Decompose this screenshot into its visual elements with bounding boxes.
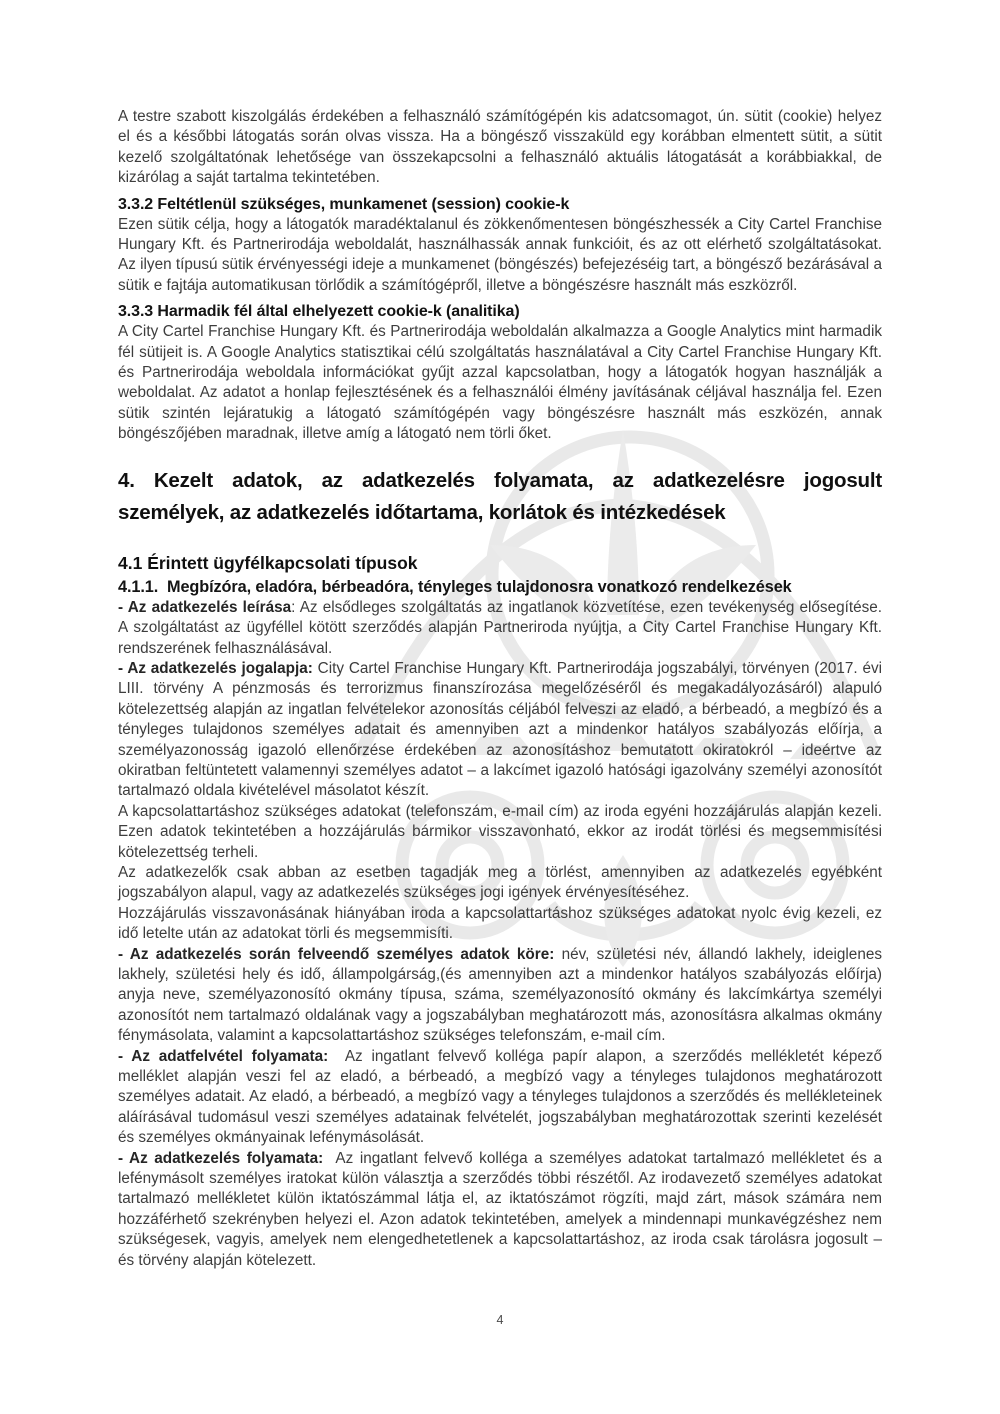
bold-lead-personal-data-scope: - Az adatkezelés során felveendő személyes adatok köre:	[118, 945, 555, 963]
bold-lead-data-recording-process: - Az adatfelvétel folyamata:	[118, 1047, 329, 1065]
paragraph-data-processing-description	[118, 598, 882, 659]
heading-4-1-client-relation-types: 4.1 Érintett ügyfélkapcsolati típusok	[118, 552, 418, 573]
page-number: 4	[496, 1313, 504, 1327]
bold-lead-data-handling-process: - Az adatkezelés folyamata:	[118, 1149, 324, 1167]
heading-section-4-title: 4. Kezelt adatok, az adatkezelés folyamata, az adatkezelésre jogosult személyek, az adatkezelés időtartama, korlátok és intézkedések	[118, 468, 882, 524]
paragraph-text: : Az elsődleges szolgáltatás az ingatlanok közvetítése, ezen tevékenység elősegítése. A szolgáltatást az ügyféllel kötött szerződés alapján Partneriroda nyújtja, a City Cartel Franchise Hungary Kft. rendszerének felhasználásával.	[118, 598, 882, 657]
paragraph-cookie-intro: A testre szabott kiszolgálás érdekében a felhasználó számítógépén kis adatcsomagot, ún. sütit (cookie) helyez el és a későbbi látogatás során olvas vissza. Ha a böngésző visszaküld egy korábban elmentett sütit, a sütit kezelő szolgáltatónak lehetősége van összekapcsolni a felhasználó aktuális látogatását a korábbiakkal, de kizárólag a saját tartalma tekintetében.	[118, 108, 882, 187]
paragraph-text: City Cartel Franchise Hungary Kft. Partnerirodája jogszabályi, törvényen (2017. évi LIII. törvény A pénzmosás és terrorizmus finanszírozása megelőzéséről és megakadályozásáról) alapuló kötelezettség alapján az ingatlan felvételekor azonosítás céljából felveszi az eladó, a bérbeadó, a megbízó és a tényleges tulajdonos személyes adatait és amennyiben azt a mindenkor hatályos szabályozás előírja, a személyazonosság igazoló ellenőrzése érdekében az azonosításhoz bemutatott okiratokról – ideértve az okiratban feltüntetett valamennyi személyes adatot – a lakcímet igazoló hatósági igazolvány személyi azonosítót tartalmazó oldala kivételével másolatot készít.	[118, 659, 882, 800]
paragraph-text: név, születési név, állandó lakhely, ideiglenes lakhely, születési hely és idő, állampolgárság,(és amennyiben azt a mindenkor hatályos szabályozás előírja) anyja neve, személyazonosító okmány típusa, száma, személyazonosító okmány és lakcímkártya személyi azonosítót nem tartalmazó oldalának vagy a jogszabályban meghatározott más, azonosításra alkalmas okmány fénymásolata, valamint a kapcsolattartáshoz szükséges telefonszám, e-mail cím.	[118, 945, 882, 1045]
heading-3-3-2-session-cookies: 3.3.2 Feltétlenül szükséges, munkamenet (session) cookie-k	[118, 195, 570, 213]
paragraph-data-handling-process	[118, 1149, 882, 1271]
paragraph-text: Az ingatlant felvevő kolléga papír alapon, a szerződés mellékletét képező melléklet alapján veszi fel az eladó, a bérbeadó, a megbízó vagy a tényleges tulajdonos meghatározott személyes adatait. Az eladó, a bérbeadó, a megbízó vagy a tényleges tulajdonos a szerződés és mellékleteinek aláírásával tudomásul veszi személyes adatainak felvételét, jogszabályban meghatározottak szerinti kezelését és személyes okmányainak lefénymásolását.	[118, 1047, 882, 1147]
paragraph-legal-basis	[118, 659, 882, 802]
paragraph-contact-data-consent: A kapcsolattartáshoz szükséges adatokat (telefonszám, e-mail cím) az iroda egyéni hozzájárulás alapján kezeli. Ezen adatok tekintetében a hozzájárulás bármikor visszavonható, ekkor az irodát törlési és megsemmisítési kötelezettség terheli.	[118, 802, 882, 861]
heading-4-1-1-provisions: 4.1.1. Megbízóra, eladóra, bérbeadóra, tényleges tulajdonosra vonatkozó rendelkezések	[118, 577, 792, 596]
paragraph-deletion-refusal: Az adatkezelők csak abban az esetben tagadják meg a törlést, amennyiben az adatkezelés egyébként jogszabályon alapul, vagy az adatkezelés szükséges jogi igények érvényesítéséhez.	[118, 863, 882, 902]
bold-lead-data-processing-description: - Az adatkezelés leírása	[118, 598, 292, 616]
paragraph-text: Az ingatlant felvevő kolléga a személyes adatokat tartalmazó mellékletet és a lefénymásolt személyes iratokat külön választja a szerződés többi részétől. Az irodavezető személyes adatokat tartalmazó mellékletet külön iktatószámmal látja el, az iktatószámot rögzíti, majd zárt, mások számára nem hozzáférhető szekrényben helyezi el. Azon adatok tekintetében, amelyek a mindennapi munkavégzéshez nem szükségesek, vagyis, amelyek nem elengedhetetlenek a kapcsolattartáshoz, az iroda csak tárolásra jogosult – és törvény alapján kötelezett.	[118, 1149, 882, 1269]
bold-lead-legal-basis: - Az adatkezelés jogalapja:	[118, 659, 313, 677]
paragraph-eight-year-retention: Hozzájárulás visszavonásának hiányában iroda a kapcsolattartáshoz szükséges adatokat nyolc évig kezeli, ez idő letelte után az adatokat törli és megsemmisíti.	[118, 904, 882, 943]
paragraph-analytics-cookies: A City Cartel Franchise Hungary Kft. és Partnerirodája weboldalán alkalmazza a Google Analytics mint harmadik fél sütijeit is. A Google Analytics statisztikai célú szolgáltatás használatával a City Cartel Franchise Hungary Kft. és Partnerirodája weboldala információkat gyűjt azzal kapcsolatban, hogy a látogatók hogyan használják a weboldalat. Az adatot a honlap fejlesztésének és a felhasználói élmény javításának céljával használja fel. Ezen sütik szintén lejáratukig a látogató számítógépén vagy böngészésre használt más eszközén, annak böngészőjében maradnak, illetve amíg a látogató nem törli őket.	[118, 323, 882, 443]
paragraph-data-recording-process	[118, 1047, 882, 1149]
paragraph-session-cookies: Ezen sütik célja, hogy a látogatók maradéktalanul és zökkenőmentesen böngészhessék a City Cartel Franchise Hungary Kft. és Partnerirodája weboldalát, használhassák annak funkcióit, és az ott elérhető szolgáltatásokat. Az ilyen típusú sütik érvényességi ideje a munkamenet (böngészés) befejezéséig tart, a böngésző bezárásával a sütik e fajtája automatikusan törlődik a számítógépről, illetve a böngészésre használt más eszközről.	[118, 215, 882, 294]
heading-3-3-3-third-party-cookies: 3.3.3 Harmadik fél által elhelyezett cookie-k (analitika)	[118, 303, 520, 321]
page-content	[118, 107, 882, 1271]
paragraph-personal-data-scope	[118, 945, 882, 1047]
